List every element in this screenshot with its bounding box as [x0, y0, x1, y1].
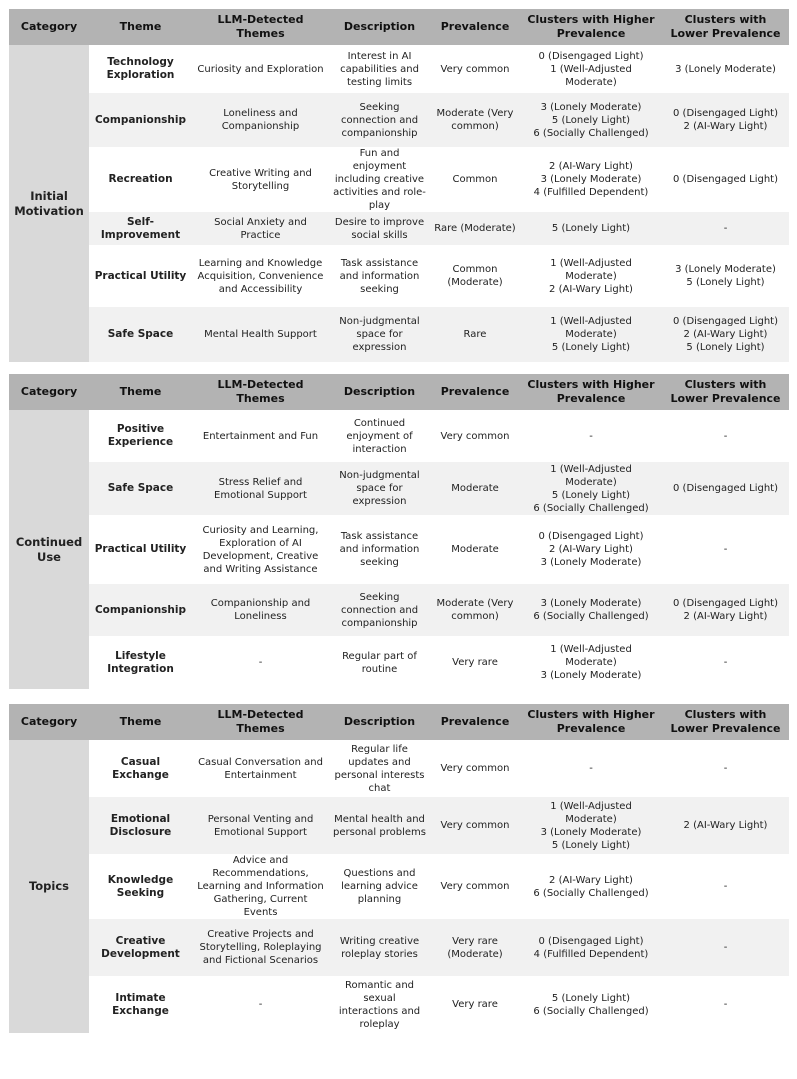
theme-cell: Safe Space [89, 462, 192, 515]
description-cell: Fun and enjoyment including creative activities and role-play [329, 147, 430, 212]
lower-clusters-cell [662, 919, 789, 976]
cluster-item: - [723, 223, 728, 234]
theme-cell: Emotional Disclosure [89, 797, 192, 854]
prevalence-cell: Rare [430, 307, 520, 362]
table-row [9, 797, 789, 854]
cluster-item: 1 (Well-Adjusted Moderate) [550, 316, 632, 340]
cluster-item: 4 (Fulfilled Dependent) [533, 187, 649, 198]
higher-clusters-cell [520, 740, 662, 797]
lower-clusters-cell [662, 797, 789, 854]
llm-themes-cell: Casual Conversation and Entertainment [192, 740, 329, 797]
cluster-item: 0 (Disengaged Light) [673, 108, 778, 119]
column-header: Category [9, 374, 89, 410]
cluster-item: 3 (Lonely Moderate) [540, 101, 642, 113]
description-cell: Regular life updates and personal interests chat [329, 740, 430, 797]
cluster-item: 2 (AI-Wary Light) [683, 611, 768, 622]
llm-themes-cell: Creative Writing and Storytelling [192, 147, 329, 212]
column-header: Clusters with Higher Prevalence [520, 374, 662, 410]
table-row [9, 245, 789, 307]
prevalence-cell: Very rare [430, 976, 520, 1033]
theme-cell: Positive Experience [89, 410, 192, 462]
llm-themes-cell: Curiosity and Learning, Exploration of AI Development, Creative and Writing Assistance [192, 515, 329, 584]
cluster-item: 0 (Disengaged Light) [538, 50, 644, 62]
column-header: Prevalence [430, 374, 520, 410]
lower-clusters-cell [662, 307, 789, 362]
llm-themes-cell: Advice and Recommendations, Learning and Information Gathering, Current Events [192, 854, 329, 919]
cluster-item: 5 (Lonely Light) [551, 342, 631, 353]
cluster-item: - [723, 544, 728, 555]
table-row [9, 919, 789, 976]
theme-cell: Companionship [89, 584, 192, 636]
cluster-item: - [723, 881, 728, 892]
prevalence-cell: Very common [430, 410, 520, 462]
column-header: Clusters with Higher Prevalence [520, 9, 662, 45]
column-header: Category [9, 9, 89, 45]
cluster-item: 4 (Fulfilled Dependent) [533, 948, 649, 960]
cluster-item: 1 (Well-Adjusted Moderate) [550, 800, 632, 825]
prevalence-cell: Common (Moderate) [430, 245, 520, 307]
table-row [9, 93, 789, 147]
column-header: Category [9, 704, 89, 740]
description-cell: Interest in AI capabilities and testing limits [329, 45, 430, 93]
cluster-item: 2 (AI-Wary Light) [549, 161, 633, 172]
lower-clusters-cell [662, 740, 789, 797]
column-header: Theme [89, 9, 192, 45]
cluster-item: - [723, 999, 728, 1010]
cluster-item: 5 (Lonely Light) [686, 342, 765, 353]
table-row [9, 45, 789, 93]
lower-clusters-cell [662, 410, 789, 462]
table-row [9, 584, 789, 636]
prevalence-cell: Common [430, 147, 520, 212]
theme-cell: Self-Improvement [89, 212, 192, 245]
theme-cell: Intimate Exchange [89, 976, 192, 1033]
table-section [9, 9, 789, 362]
lower-clusters-cell [662, 245, 789, 307]
description-cell: Task assistance and information seeking [329, 515, 430, 584]
cluster-item: - [723, 942, 728, 953]
cluster-item: 2 (AI-Wary Light) [549, 283, 633, 295]
cluster-item: 3 (Lonely Moderate) [675, 264, 776, 275]
theme-cell: Recreation [89, 147, 192, 212]
cluster-item: 6 (Socially Challenged) [533, 611, 649, 622]
column-header: Clusters with Lower Prevalence [662, 704, 789, 740]
category-cell: Topics [9, 740, 89, 1033]
lower-clusters-cell [662, 147, 789, 212]
cluster-item: 5 (Lonely Light) [551, 489, 631, 501]
higher-clusters-cell [520, 515, 662, 584]
cluster-item: 3 (Lonely Moderate) [540, 598, 642, 609]
prevalence-cell: Rare (Moderate) [430, 212, 520, 245]
description-cell: Questions and learning advice planning [329, 854, 430, 919]
column-header: Clusters with Lower Prevalence [662, 9, 789, 45]
cluster-item: 1 (Well-Adjusted Moderate) [550, 257, 632, 282]
lower-clusters-cell [662, 515, 789, 584]
theme-cell: Practical Utility [89, 515, 192, 584]
cluster-item: - [723, 657, 728, 668]
higher-clusters-cell [520, 212, 662, 245]
lower-clusters-cell [662, 93, 789, 147]
column-header: Prevalence [430, 704, 520, 740]
cluster-item: 6 (Socially Challenged) [533, 1005, 649, 1017]
column-header: Theme [89, 704, 192, 740]
header-row [9, 704, 789, 740]
table-row [9, 307, 789, 362]
theme-cell: Knowledge Seeking [89, 854, 192, 919]
column-header: LLM-Detected Themes [192, 704, 329, 740]
cluster-item: 5 (Lonely Light) [551, 992, 631, 1004]
llm-themes-cell: Loneliness and Companionship [192, 93, 329, 147]
table-row [9, 740, 789, 797]
lower-clusters-cell [662, 462, 789, 515]
table-row [9, 410, 789, 462]
theme-cell: Companionship [89, 93, 192, 147]
cluster-item: 5 (Lonely Light) [551, 839, 631, 851]
prevalence-cell: Very common [430, 740, 520, 797]
prevalence-cell: Very common [430, 45, 520, 93]
cluster-item: 0 (Disengaged Light) [538, 531, 644, 542]
theme-cell: Practical Utility [89, 245, 192, 307]
cluster-item: 2 (AI-Wary Light) [549, 544, 633, 555]
cluster-item: 5 (Lonely Light) [686, 277, 765, 288]
description-cell: Task assistance and information seeking [329, 245, 430, 307]
description-cell: Romantic and sexual interactions and roleplay [329, 976, 430, 1033]
cluster-item: 5 (Lonely Light) [551, 223, 631, 234]
table-row [9, 976, 789, 1033]
table-section [9, 704, 789, 1033]
cluster-item: - [723, 430, 728, 442]
higher-clusters-cell [520, 976, 662, 1033]
cluster-item: 2 (AI-Wary Light) [683, 121, 768, 132]
cluster-item: 2 (AI-Wary Light) [683, 329, 768, 340]
cluster-item: 6 (Socially Challenged) [533, 887, 649, 899]
higher-clusters-cell [520, 797, 662, 854]
description-cell: Continued enjoyment of interaction [329, 410, 430, 462]
llm-themes-cell: Curiosity and Exploration [192, 45, 329, 93]
column-header: Prevalence [430, 9, 520, 45]
theme-cell: Casual Exchange [89, 740, 192, 797]
cluster-item: 3 (Lonely Moderate) [540, 670, 642, 681]
category-cell: Continued Use [9, 410, 89, 689]
theme-cell: Lifestyle Integration [89, 636, 192, 689]
column-header: LLM-Detected Themes [192, 9, 329, 45]
cluster-item: 2 (AI-Wary Light) [549, 874, 633, 886]
column-header: Description [329, 374, 430, 410]
cluster-item: 6 (Socially Challenged) [533, 127, 649, 139]
cluster-item: 1 (Well-Adjusted Moderate) [550, 63, 632, 88]
prevalence-cell: Moderate [430, 462, 520, 515]
llm-themes-cell: Stress Relief and Emotional Support [192, 462, 329, 515]
higher-clusters-cell [520, 919, 662, 976]
column-header: LLM-Detected Themes [192, 374, 329, 410]
higher-clusters-cell [520, 147, 662, 212]
description-cell: Mental health and personal problems [329, 797, 430, 854]
llm-themes-cell: Personal Venting and Emotional Support [192, 797, 329, 854]
table-row [9, 515, 789, 584]
theme-cell: Safe Space [89, 307, 192, 362]
cluster-item: 5 (Lonely Light) [551, 114, 631, 126]
cluster-item: 0 (Disengaged Light) [673, 598, 778, 609]
llm-themes-cell: Learning and Knowledge Acquisition, Convenience and Accessibility [192, 245, 329, 307]
higher-clusters-cell [520, 854, 662, 919]
description-cell: Seeking connection and companionship [329, 93, 430, 147]
cluster-item: 2 (AI-Wary Light) [683, 820, 768, 831]
higher-clusters-cell [520, 307, 662, 362]
cluster-item: 3 (Lonely Moderate) [540, 174, 642, 185]
cluster-item: 0 (Disengaged Light) [673, 174, 778, 185]
cluster-item: 1 (Well-Adjusted Moderate) [550, 644, 632, 668]
cluster-item: 6 (Socially Challenged) [533, 502, 649, 514]
lower-clusters-cell [662, 636, 789, 689]
table-row [9, 462, 789, 515]
cluster-item: - [589, 763, 593, 774]
cluster-item: 1 (Well-Adjusted Moderate) [550, 463, 632, 488]
description-cell: Desire to improve social skills [329, 212, 430, 245]
higher-clusters-cell [520, 93, 662, 147]
column-header: Description [329, 704, 430, 740]
description-cell: Non-judgmental space for expression [329, 307, 430, 362]
llm-themes-cell: Social Anxiety and Practice [192, 212, 329, 245]
llm-themes-cell: - [192, 976, 329, 1033]
cluster-item: 3 (Lonely Moderate) [675, 63, 776, 75]
higher-clusters-cell [520, 45, 662, 93]
llm-themes-cell: Mental Health Support [192, 307, 329, 362]
prevalence-cell: Very common [430, 797, 520, 854]
prevalence-cell: Very common [430, 854, 520, 919]
description-cell: Non-judgmental space for expression [329, 462, 430, 515]
category-cell: Initial Motivation [9, 45, 89, 362]
higher-clusters-cell [520, 245, 662, 307]
description-cell: Seeking connection and companionship [329, 584, 430, 636]
cluster-item: 3 (Lonely Moderate) [540, 557, 642, 568]
higher-clusters-cell [520, 636, 662, 689]
table-section [9, 374, 789, 689]
cluster-item: 0 (Disengaged Light) [673, 483, 778, 494]
lower-clusters-cell [662, 854, 789, 919]
description-cell: Writing creative roleplay stories [329, 919, 430, 976]
llm-themes-cell: - [192, 636, 329, 689]
prevalence-cell: Very rare (Moderate) [430, 919, 520, 976]
header-row [9, 374, 789, 410]
cluster-item: 3 (Lonely Moderate) [540, 826, 642, 838]
description-cell: Regular part of routine [329, 636, 430, 689]
higher-clusters-cell [520, 584, 662, 636]
prevalence-cell: Moderate [430, 515, 520, 584]
llm-themes-cell: Entertainment and Fun [192, 410, 329, 462]
theme-cell: Technology Exploration [89, 45, 192, 93]
lower-clusters-cell [662, 212, 789, 245]
table-row [9, 854, 789, 919]
column-header: Description [329, 9, 430, 45]
prevalence-cell: Very rare [430, 636, 520, 689]
column-header: Theme [89, 374, 192, 410]
prevalence-cell: Moderate (Very common) [430, 93, 520, 147]
lower-clusters-cell [662, 45, 789, 93]
cluster-item: 0 (Disengaged Light) [538, 935, 644, 947]
column-header: Clusters with Higher Prevalence [520, 704, 662, 740]
lower-clusters-cell [662, 976, 789, 1033]
cluster-item: - [723, 763, 728, 774]
table-row [9, 636, 789, 689]
llm-themes-cell: Creative Projects and Storytelling, Roleplaying and Fictional Scenarios [192, 919, 329, 976]
table-row [9, 212, 789, 245]
column-header: Clusters with Lower Prevalence [662, 374, 789, 410]
cluster-item: 0 (Disengaged Light) [673, 316, 778, 327]
higher-clusters-cell [520, 462, 662, 515]
prevalence-cell: Moderate (Very common) [430, 584, 520, 636]
higher-clusters-cell [520, 410, 662, 462]
theme-cell: Creative Development [89, 919, 192, 976]
table-row [9, 147, 789, 212]
lower-clusters-cell [662, 584, 789, 636]
cluster-item: - [589, 430, 593, 442]
header-row [9, 9, 789, 45]
llm-themes-cell: Companionship and Loneliness [192, 584, 329, 636]
